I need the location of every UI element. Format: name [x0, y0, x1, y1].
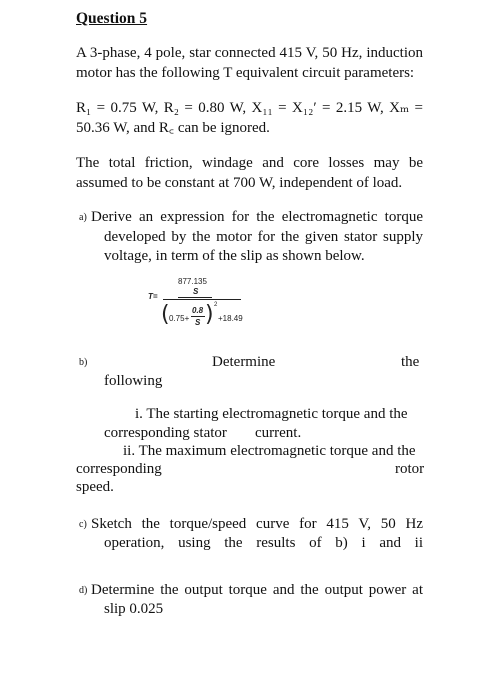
formula-lhs: T=: [148, 292, 158, 301]
part-d-label: d): [79, 585, 88, 596]
formula-inner-num: 0.8: [192, 306, 204, 315]
part-b-label: b): [79, 357, 88, 368]
part-a-line-1: Derive an expression for the electromagnetic torque: [91, 209, 423, 225]
formula-inner-den: S: [195, 318, 201, 327]
part-b-ii-line-1: ii. The maximum electromagnetic torque and the: [123, 443, 416, 459]
formula-numerator-value: 877.135: [178, 277, 207, 286]
formula-numerator-bar: [178, 297, 212, 298]
part-a-line-3: voltage, in term of the slip as shown below.: [104, 248, 365, 264]
formula-exponent: 2: [214, 302, 218, 308]
part-d-line-1: Determine the output torque and the output power at: [91, 582, 423, 598]
losses-line-1: The total friction, windage and core losses may be: [76, 155, 423, 171]
part-b-word-the: the: [401, 354, 420, 370]
intro-line-1: A 3-phase, 4 pole, star connected 415 V, 50 Hz, induction: [76, 45, 423, 61]
part-b-i-line-2a: corresponding stator: [104, 425, 227, 441]
part-b-ii-line-3: speed.: [76, 479, 114, 495]
part-b-i-line-1: i. The starting electromagnetic torque and the: [135, 406, 408, 422]
intro-line-2: motor has the following T equivalent circuit parameters:: [76, 65, 415, 81]
formula-inner-bar: [191, 316, 205, 317]
part-b-word-determine: Determine: [212, 354, 276, 370]
formula-main-bar: [163, 299, 241, 300]
part-a-line-2: developed by the motor for the given stator supply: [104, 229, 423, 245]
formula-tail: +18.49: [218, 314, 243, 323]
formula-numerator-var: S: [193, 287, 199, 296]
part-b-line-2: following: [104, 373, 163, 389]
part-b-ii-line-2b: rotor: [395, 461, 425, 477]
part-b-ii-line-2a: corresponding: [76, 461, 162, 477]
formula-paren-close: ): [205, 302, 214, 327]
part-a-label: a): [79, 212, 87, 223]
formula-const: 0.75+: [169, 314, 190, 323]
formula-paren-open: (: [161, 302, 170, 327]
losses-line-2: assumed to be constant at 700 W, independent of load.: [76, 175, 403, 191]
params-line-2: 50.36 W, and R꜀ can be ignored.: [76, 120, 270, 136]
part-c-label: c): [79, 519, 87, 530]
part-c-line-1: Sketch the torque/speed curve for 415 V, 50 Hz: [91, 516, 423, 532]
question-title: Question 5: [76, 10, 148, 27]
part-c-line-2: operation, using the results of b) i and ii: [104, 535, 423, 551]
part-b-i-line-2b: current.: [255, 425, 302, 441]
part-d-line-2: slip 0.025: [104, 601, 164, 617]
params-line-1: R₁ = 0.75 W, R₂ = 0.80 W, X₁₁ = X₁₂′ = 2.15 W, Xₘ =: [76, 100, 423, 116]
